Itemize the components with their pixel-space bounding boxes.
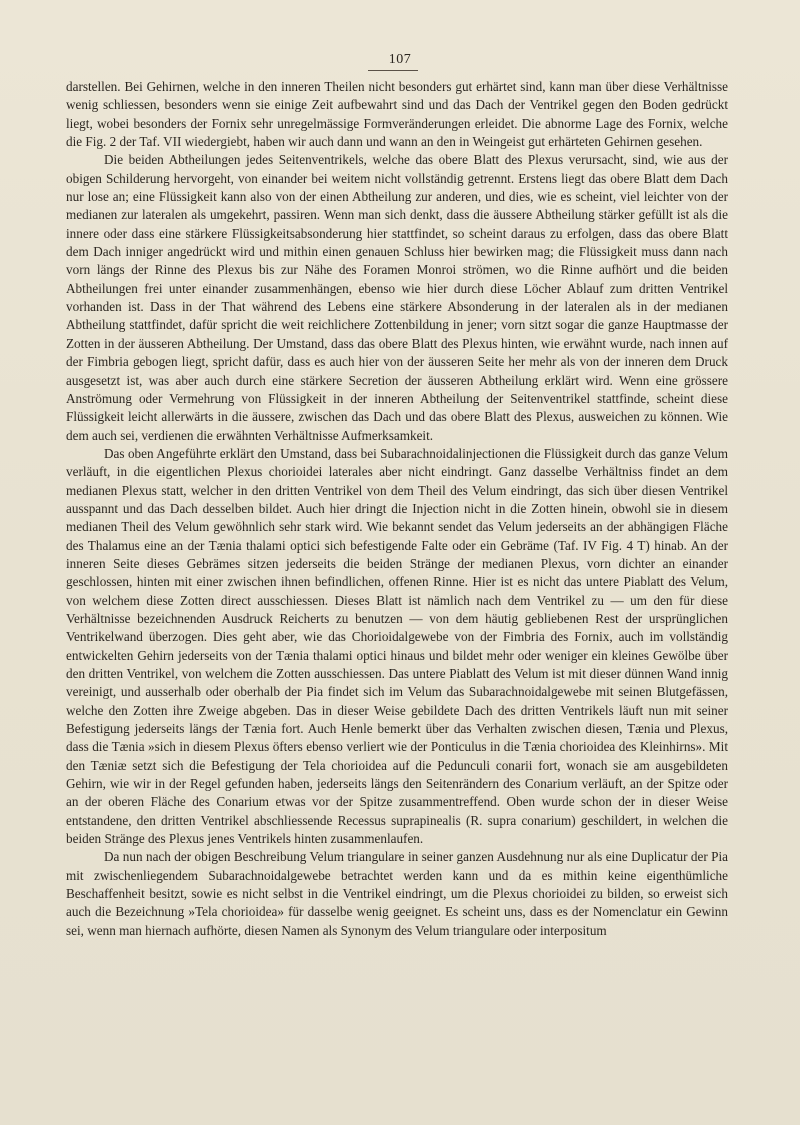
body-text <box>66 78 728 940</box>
paragraph: Da nun nach der obigen Beschreibung Velum triangulare in seiner ganzen Ausdehnung nur als eine Duplicatur der Pia mit zwischenliegendem Subarachnoidalgewebe betrachtet werden kann und da es mithin keine eigenthümliche Beschaffenheit besitzt, sowie es nicht selbst in die Ventrikel eindringt, um die Plexus chorioidei zu bilden, so erweist sich auch die Bezeichnung »Tela chorioidea» für dasselbe wenig geeignet. Es scheint uns, dass es der Nomenclatur ein Gewinn sei, wenn man hiernach aufhörte, diesen Namen als Synonym des Velum triangulare oder interpositum <box>66 849 728 938</box>
paragraph: darstellen. Bei Gehirnen, welche in den inneren Theilen nicht besonders gut erhärtet sind, kann man über diese Verhältnisse wenig schliessen, besonders wenn sie einige Zeit aufbewahrt sind und das Dach der Ventrikel gegen den Boden gedrückt liegt, wobei besonders der Fornix sehr unregelmässige Formveränderungen erleidet. Die abnorme Lage des Fornix, welche die Fig. 2 der Taf. VII wiedergiebt, haben wir auch dann und wann an den in Weingeist gut erhärteten Gehirnen gesehen. <box>66 79 728 150</box>
paragraph: Das oben Angeführte erklärt den Umstand, dass bei Subarachnoidalinjectionen die Flüssigkeit durch das ganze Velum verläuft, in die eigentlichen Plexus chorioidei laterales aber nicht eindringt. Ganz dasselbe Verhältniss findet an dem medianen Plexus statt, welcher in den dritten Ventrikel von dem Theil des Velum eindringt, das sich über diesen Ventrikel ausspannt und das Dach desselben bildet. Auch hier dringt die Injection nicht in die Zotten hinein, obwohl sie in diesem medianen Theil des Velum gewöhnlich sehr stark wird. Wie bekannt sendet das Velum jederseits an der abhängigen Fläche des Thalamus eine an der Tænia thalami optici sich befestigende Falte oder ein Gebräme (Taf. IV Fig. 4 T) hinab. An der inneren Seite dieses Gebrämes sitzen jederseits die beiden Stränge der medianen Plexus, vorn dichter an einander geschlossen, hinten mit einer zwischen ihnen befindlichen, offenen Rinne. Hier ist es nicht das untere Piablatt des Velum, von welchem diese Zotten direct ausschiessen. Dieses Blatt ist nämlich nach dem Ventrikel zu — um den für diese Verhältnisse bezeichnenden Ausdruck Reicherts zu benutzen — von dem häutig gebliebenen Rest der ursprünglichen Ventrikelwand überzogen. Dies geht aber, wie das Chorioidalgewebe von der Fimbria des Fornix, auch im vollständig entwickelten Gehirn jederseits von der Tænia thalami optici hinaus und bildet mehr oder weniger ein kleines Gewölbe über den dritten Ventrikel, von welchem die Zotten ausschiessen. Das untere Piablatt des Velum ist mit dieser dünnen Wand innig vereinigt, und ausserhalb oder oberhalb der Pia findet sich im Velum das Subarachnoidalgewebe mit seinen Blutgefässen, welche den Zotten ihre Zweige abgeben. Das in dieser Weise gebildete Dach des dritten Ventrikels läuft nun mit seiner Befestigung jederseits längs der Tænia fort. Auch Henle bemerkt über das Verhalten zwischen diesen, Tænia und Plexus, dass die Tænia »sich in diesem Plexus öfters ebenso verliert wie der Ponticulus in die Tænia chorioidea des Kleinhirns». Mit den Tæniæ setzt sich die Befestigung der Tela chorioidea auf die Pedunculi conarii fort, wonach sie am ausgebildeten Gehirn, wie wir in der Regel gefunden haben, jederseits längs den Seitenrändern des Conarium verläuft, an der Spitze oder an der oberen Fläche des Conarium etwas vor der Spitze zusammentreffend. Oben wurde schon der in dieser Weise entstandene, den dritten Ventrikel abschliessende Recessus suprapinealis (R. supra conarium) geschildert, in welchen die beiden Stränge des Plexus jenes Ventrikels hinten zusammenlaufen. <box>66 445 728 847</box>
page-number-rule <box>368 70 418 71</box>
page-number: 107 <box>388 52 412 67</box>
paragraph: Die beiden Abtheilungen jedes Seitenventrikels, welche das obere Blatt des Plexus verursacht, sind, wie aus der obigen Schilderung hervorgeht, von einander bei weitem nicht vollständig getrennt. Erstens liegt das obere Blatt dem Dach nur lose an; eine Flüssigkeit kann also von der einen Abtheilung zur anderen, und dies, wie es scheint, viel leichter von der medianen zur lateralen als umgekehrt, passiren. Wenn man sich denkt, dass die äussere Abtheilung stärker gefüllt ist als die innere oder dass eine stärkere Flüssigkeitsabsonderung hier stattfindet, so scheint daraus zu erfolgen, dass das obere Blatt dem Dach inniger angedrückt wird und mithin einen genauen Schluss hier bewirken mag; die Flüssigkeit muss dann nach vorn längs der Rinne des Plexus bis zur Nähe des Foramen Monroi strömen, wo die Rinne aufhört und die beiden Abtheilungen frei unter einander zusammenhängen, ebenso wie hier durch diese Löcher Ablauf zum dritten Ventrikel vorhanden ist. Dass in der That während des Lebens eine stärkere Absonderung in der lateralen als in der medianen Abtheilung stattfindet, dafür spricht die weit reichlichere Zottenbildung in jener; vorn sitzt sogar die ganze Hauptmasse der Zotten in der äusseren Abtheilung. Der Umstand, dass das obere Blatt des Plexus hinten, wie erwähnt wurde, nach innen auf der Fimbria gebogen liegt, spricht dafür, dass es auch hier von der äusseren Seite her mehr als von der inneren dem Druck ausgesetzt ist, was aber auch durch eine stärkere Secretion der äusseren Abtheilung erklärt wird. Wenn eine grössere Anströmung oder Vermehrung von Flüssigkeit in der inneren Abtheilung der Seitenventrikel stattfinde, scheint diese Flüssigkeit leicht allerwärts in die äussere, zwischen das Dach und das obere Blatt des Plexus, ausweichen zu können. Wie dem auch sei, verdienen die erwähnten Verhältnisse Aufmerksamkeit. <box>66 152 728 443</box>
